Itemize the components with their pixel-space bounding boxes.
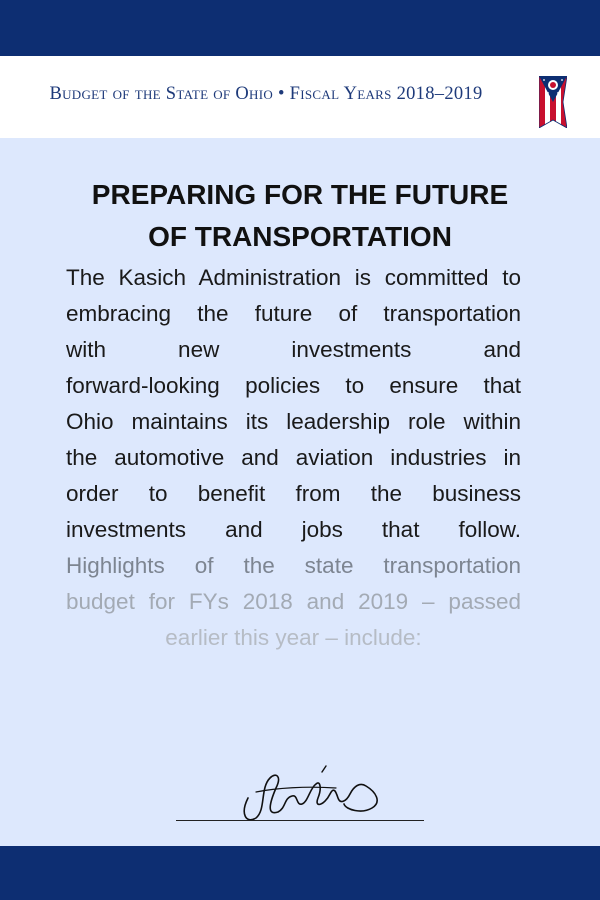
- content-panel: [0, 138, 600, 846]
- body-line: the automotive and aviation industries in: [66, 445, 521, 470]
- body-line: order to benefit from the business: [66, 481, 521, 506]
- top-bar: [0, 0, 600, 56]
- header: [0, 56, 600, 138]
- body-line: forward-looking policies to ensure that: [66, 373, 521, 398]
- header-title: Budget of the State of Ohio • Fiscal Years 2018–2019: [49, 84, 483, 104]
- heading-line: PREPARING FOR THE FUTURE: [91, 179, 509, 210]
- ohio-flag-icon: [539, 76, 567, 128]
- signature-line: [176, 820, 424, 821]
- page-title: [40, 174, 560, 258]
- bottom-bar: [0, 846, 600, 900]
- signature-icon: [226, 758, 386, 828]
- body-line: embracing the future of transportation: [66, 301, 521, 326]
- body-line: with new investments and: [66, 337, 521, 362]
- body-line: Highlights of the state transportation: [66, 553, 521, 578]
- body-line: investments and jobs that follow.: [66, 517, 521, 542]
- body-line: Ohio maintains its leadership role within: [66, 409, 521, 434]
- body-line: budget for FYs 2018 and 2019 – passed: [66, 589, 521, 614]
- body-paragraph: [66, 260, 521, 656]
- body-line: The Kasich Administration is committed to: [66, 265, 521, 290]
- heading-line: OF TRANSPORTATION: [148, 221, 452, 252]
- body-line: earlier this year – include:: [165, 625, 422, 650]
